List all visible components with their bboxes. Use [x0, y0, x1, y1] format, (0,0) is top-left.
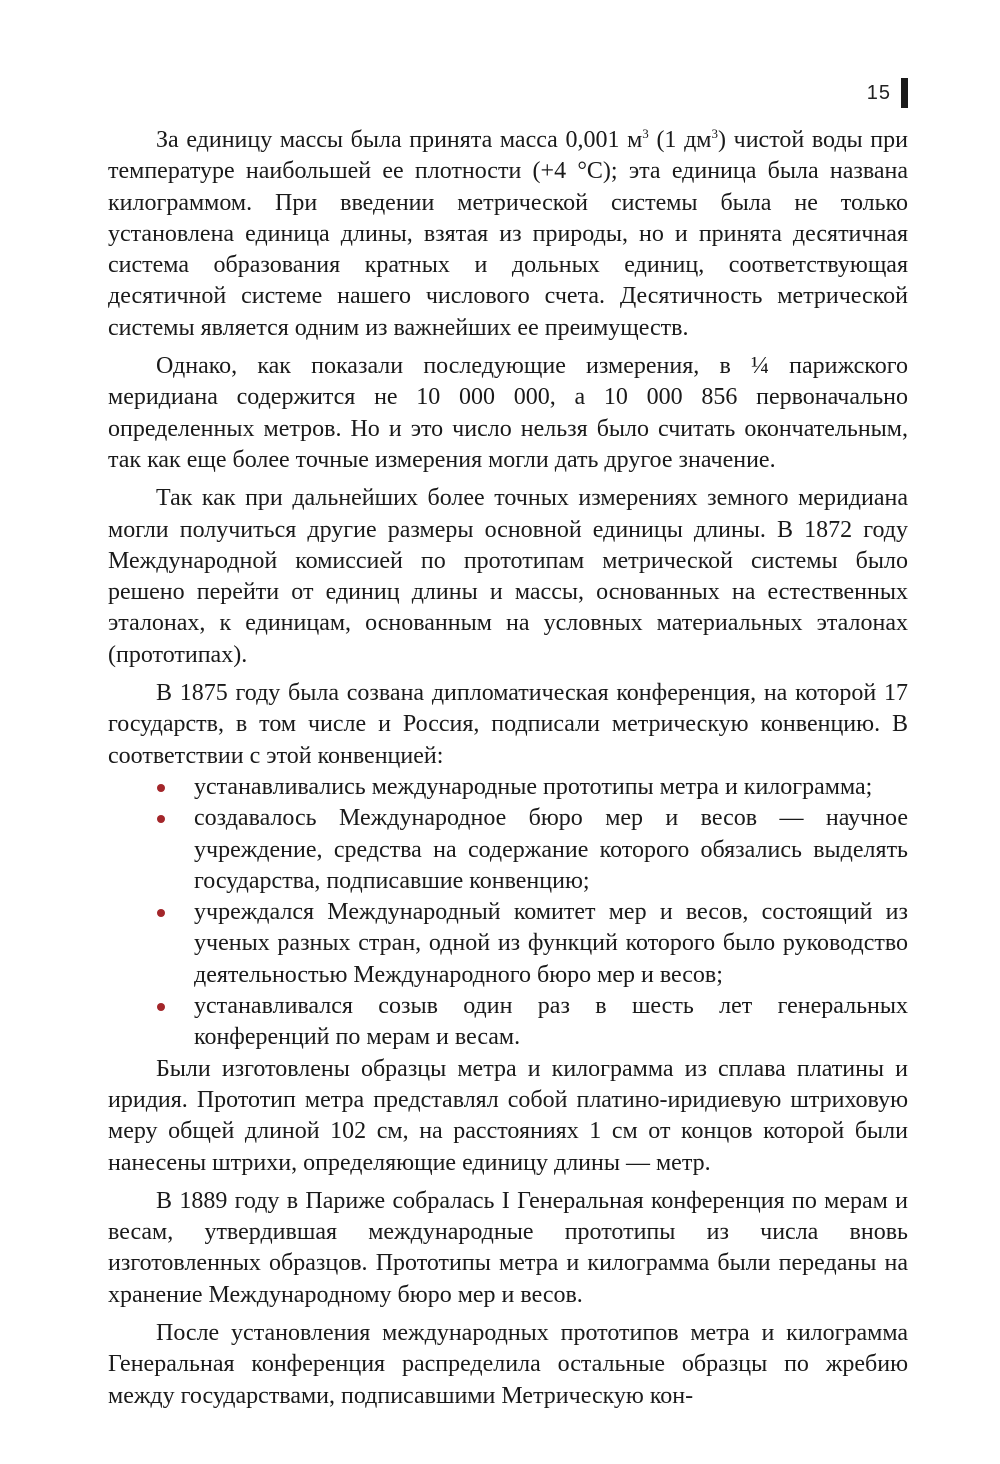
list-item: создавалось Международное бюро мер и весов — научное учреждение, средства на содержание которого обязались выделять государства, подписавшие конвенцию;	[108, 803, 908, 897]
bullet-icon	[157, 815, 165, 823]
list-item: учреждался Международный комитет мер и весов, состоящий из ученых разных стран, одной из функций которого было руководство деятельностью Международного бюро мер и весов;	[108, 897, 908, 991]
paragraph-mass-unit: За единицу массы была принята масса 0,001 $м^3$ (1 $дм^3$) чистой воды при температуре наибольшей ее плотности (+4 °С); эта единица была названа килограммом. При введении метрической системы была не только установлена единица длины, взятая из природы, но и принята десятичная система образования кратных и дольных единиц, соответствующая десятичной системе нашего числового счета. Десятичность метрической системы является одним из важнейших ее преимуществ.	[108, 126, 908, 341]
bullet-icon	[157, 1003, 165, 1011]
body-text	[108, 125, 908, 1412]
paragraph-1889: В 1889 году в Париже собралась I Генеральная конференция по мерам и весам, утвердившая международные прототипы из числа вновь изготовленных образцов. Прототипы метра и килограмма были переданы на хранение Международному бюро мер и весов.	[108, 1187, 908, 1308]
page-header	[867, 78, 908, 108]
list-item: устанавливался созыв один раз в шесть лет генеральных конференций по мерам и весам.	[108, 991, 908, 1054]
page-number: 15	[866, 81, 891, 104]
paragraph-1872: Так как при дальнейших более точных измерениях земного меридиана могли получиться другие размеры основной единицы длины. В 1872 году Международной комиссией по прототипам метрической системы было решено перейти от единиц длины и массы, основанных на естественных эталонах, к единицам, основанным на условных материальных эталонах (прототипах).	[108, 485, 908, 668]
paragraph-meridian: Однако, как показали последующие измерения, в ¼ парижского меридиана содержится не 10 000 000, а 10 000 856 первоначально определенных метров. Но и это число нельзя было считать окончательным, так как еще более точные измерения могли дать другое значение.	[108, 353, 908, 473]
page-marker-bar	[901, 78, 908, 108]
convention-list	[108, 772, 908, 1054]
paragraph-distribution: После установления международных прототипов метра и килограмма Генеральная конференция распределила остальные образцы по жребию между государствами, подписавшими Метрическую кон-	[108, 1319, 908, 1409]
paragraph-prototypes: Были изготовлены образцы метра и килограмма из сплава платины и иридия. Прототип метра представлял собой платино-иридиевую штриховую меру общей длиной 102 см, на расстояниях 1 см от концов которой были нанесены штрихи, определяющие единицу длины — метр.	[108, 1055, 908, 1176]
paragraph-1875: В 1875 году была созвана дипломатическая конференция, на которой 17 государств, в том числе и Россия, подписали метрическую конвенцию. В соответствии с этой конвенцией:	[108, 680, 908, 769]
bullet-icon	[157, 909, 165, 917]
list-item: устанавливались международные прототипы метра и килограмма;	[108, 772, 908, 803]
bullet-icon	[157, 784, 165, 792]
